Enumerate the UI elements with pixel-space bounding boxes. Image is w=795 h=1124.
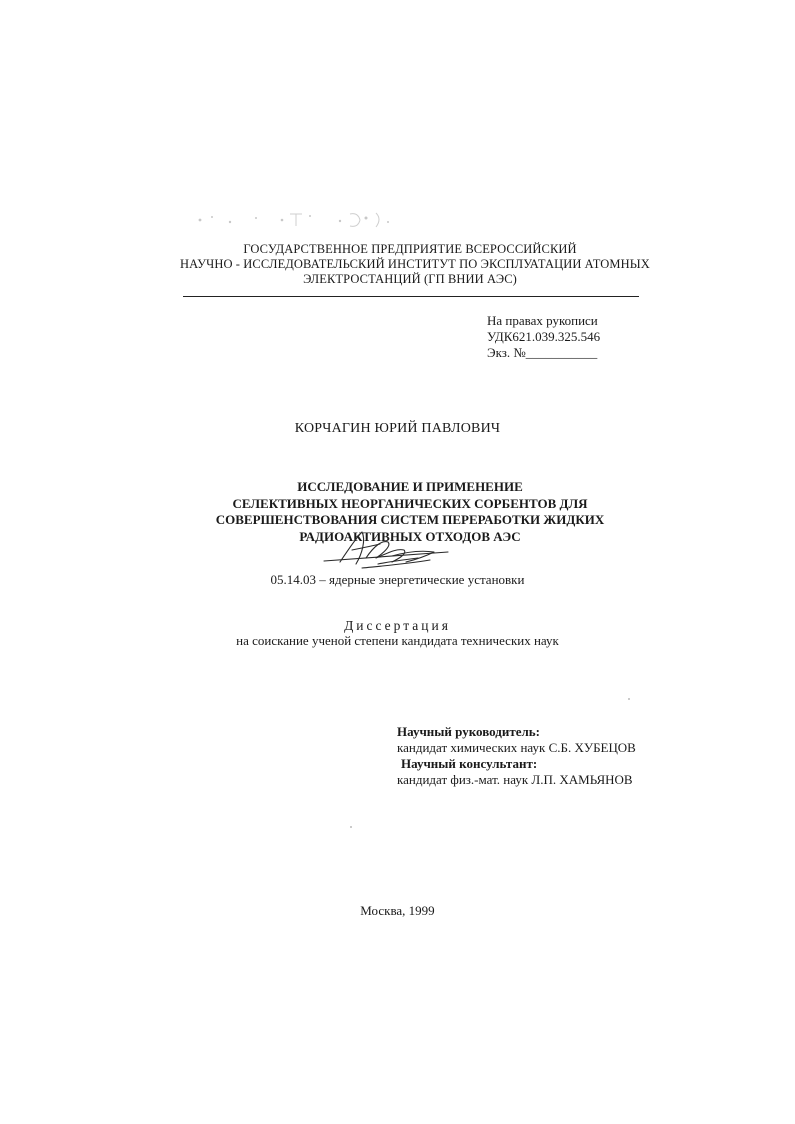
manuscript-rights-block (487, 313, 600, 361)
title-line-4: РАДИОАКТИВНЫХ ОТХОДОВ АЭС (299, 528, 521, 544)
advisor-name: кандидат химических наук С.Б. ХУБЕЦОВ (397, 740, 636, 755)
organization-line-2: НАУЧНО - ИССЛЕДОВАТЕЛЬСКИЙ ИНСТИТУТ ПО ЭКСПЛУАТАЦИИ АТОМНЫХ (180, 257, 650, 271)
rights-line-1: На правах рукописи (487, 313, 598, 328)
copy-number: Экз. №___________ (487, 345, 598, 360)
handwritten-signature (322, 528, 450, 574)
advisor-heading: Научный руководитель: (397, 724, 540, 739)
specialty-code: 05.14.03 – ядерные энергетические установки (270, 572, 525, 587)
title-line-1: ИССЛЕДОВАНИЕ И ПРИМЕНЕНИЕ (297, 479, 523, 494)
consultant-heading: Научный консультант: (401, 756, 538, 771)
header-divider (183, 296, 639, 297)
city-year: Москва, 1999 (360, 903, 435, 918)
degree-statement: на соискание ученой степени кандидата технических наук (236, 633, 559, 648)
organization-line-1: ГОСУДАРСТВЕННОЕ ПРЕДПРИЯТИЕ ВСЕРОССИЙСКИЙ (243, 242, 577, 256)
title-line-2: СЕЛЕКТИВНЫХ НЕОРГАНИЧЕСКИХ СОРБЕНТОВ ДЛЯ (232, 495, 588, 511)
organization-header (180, 242, 650, 287)
scan-speck (350, 826, 352, 828)
dissertation-label: Диссертация (344, 618, 451, 633)
author-name: КОРЧАГИН ЮРИЙ ПАВЛОВИЧ (294, 421, 501, 436)
consultant-name: кандидат физ.-мат. наук Л.П. ХАМЬЯНОВ (397, 772, 633, 787)
scan-speck (628, 698, 630, 700)
scan-smudge (190, 208, 420, 232)
supervisors-block (397, 724, 636, 788)
title-line-3: СОВЕРШЕНСТВОВАНИЯ СИСТЕМ ПЕРЕРАБОТКИ ЖИДКИХ (215, 512, 605, 527)
organization-line-3: ЭЛЕКТРОСТАНЦИЙ (ГП ВНИИ АЭС) (303, 272, 517, 286)
udc-code: УДК621.039.325.546 (487, 329, 601, 344)
